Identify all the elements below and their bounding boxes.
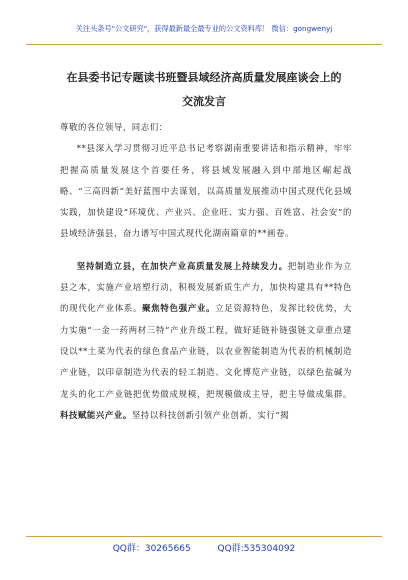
header-banner: 关注头条号"公文研究"，获得最新最全最专业的公文资料库！ 微信：gongwenyj (75, 24, 333, 33)
header-divider (26, 44, 382, 45)
salutation: 尊敬的各位领导，同志们： (60, 122, 168, 132)
footer (40, 541, 368, 554)
subheading-tech-industry: 科技赋能兴产业。 (60, 409, 132, 420)
subheading-characteristic-industry: 聚焦特色强产业。 (142, 303, 216, 314)
section-heading: 坚持制造立县，在加快产业高质量发展上持续发力。 (76, 260, 288, 271)
footer-qq-group-1: QQ群：30265665 (112, 544, 191, 554)
title-line-1: 在县委书记专题读书班暨县域经济高质量发展座谈会上的 (66, 71, 342, 84)
document-title (40, 66, 368, 114)
paragraph-manufacturing (60, 256, 352, 426)
paragraph-text: 坚持以科技创新引领产业创新，实行“揭 (131, 409, 290, 420)
footer-qq-group-2: QQ群:535304092 (217, 544, 296, 554)
paragraph-intro: **县深入学习贯彻习近平总书记考察湖南重要讲话和指示精神，牢牢把握高质量发展这个首要任务，将县域发展融入到中部地区崛起战略、“三高四新”美好蓝图中去谋划，以高质量发展推动中国式现代化县域实践，加快建设“环境优、产业兴、企业旺、实力强、百姓富、社会安”的县域经济强县，奋力谱写中国式现代化湖南篇章的**画卷。 (60, 143, 352, 239)
paragraph-text: 把制造业作为立县之本，实施产业培塑行动，积极发展新质生产力，加快构建具有**特色的现代化产业体系。 (60, 260, 352, 314)
paragraph-text: 立足资源特色，发挥比较优势，大力实施“一金一药两材三特”产业升级工程，做好延链补链强链文章重点建设以**土菜为代表的绿色食品产业链，以农业智能制造为代表的机械制造产业链，以印章制造为代表的轻工制造、文化博览产业链，以绿色盐碱为龙头的化工产业链把优势做成规模，把规模做成主导，把主导做成集群。 (60, 303, 353, 399)
title-line-2: 交流发言 (182, 95, 226, 108)
footer-divider (26, 536, 382, 537)
document-body (60, 117, 352, 426)
